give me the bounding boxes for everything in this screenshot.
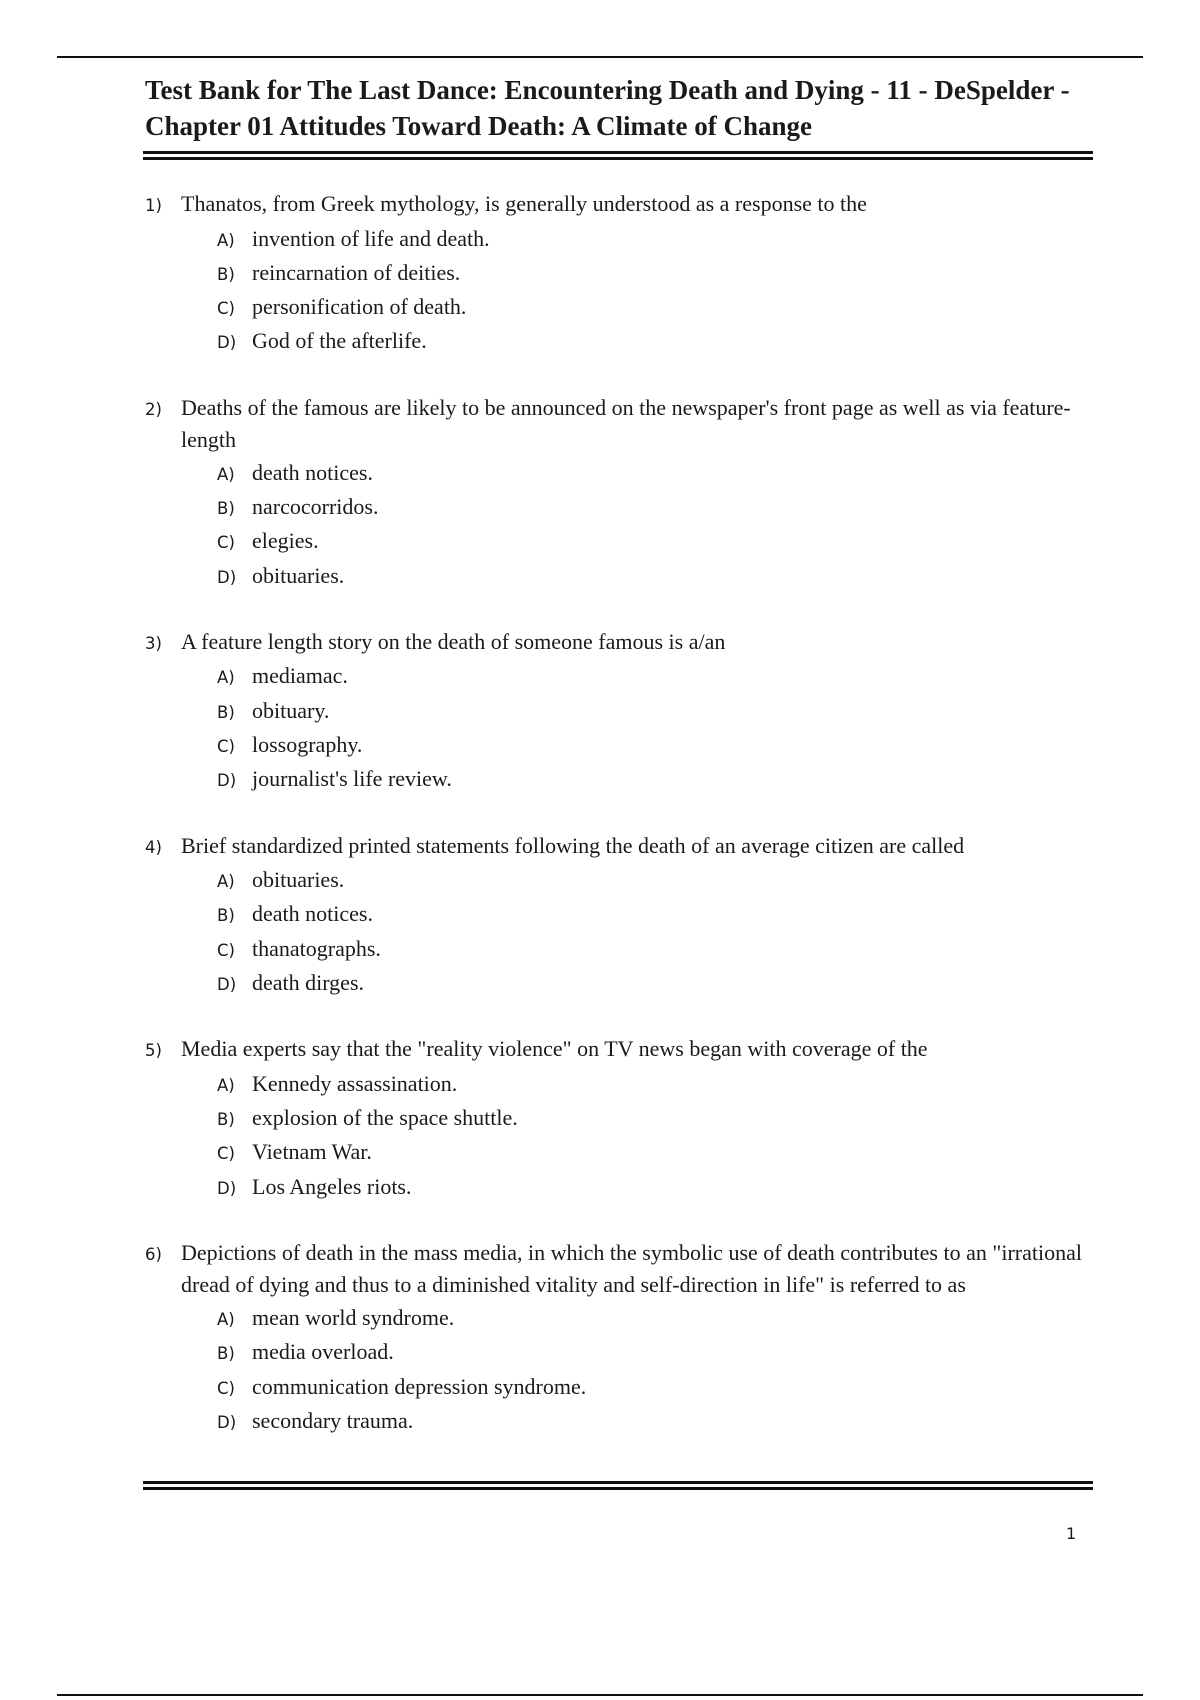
choice-letter: C) [217,299,235,319]
choice-d [217,560,1085,594]
footer-double-rule [143,1481,1093,1490]
choice-c [217,1136,1085,1170]
choice-b [217,491,1085,525]
choice-d [217,1405,1085,1439]
choice-text: secondary trauma. [252,1407,414,1433]
question-list [145,188,1085,1471]
question-text: Depictions of death in the mass media, in which the symbolic use of death contributes to an "irrational dread of dying and thus to a diminished vitality and self-direction in life" is referred to as [181,1239,1082,1298]
answer-choices [145,864,1085,1001]
choice-a [217,660,1085,694]
question-3 [145,626,1085,798]
choice-text: communication depression syndrome. [252,1373,587,1399]
question-text: Media experts say that the "reality violence" on TV news began with coverage of the [181,1036,928,1062]
answer-choices [145,223,1085,360]
choice-text: elegies. [252,528,319,554]
choice-a [217,223,1085,257]
question-number: 3) [145,633,162,653]
choice-text: lossography. [252,731,363,757]
page-number: 1 [1066,1524,1077,1543]
question-6 [145,1237,1085,1439]
choice-text: God of the afterlife. [252,328,427,354]
question-text: Deaths of the famous are likely to be announced on the newspaper's front page as well as via feature-length [181,394,1071,453]
choice-letter: A) [217,668,235,688]
choice-text: Vietnam War. [252,1139,372,1165]
choice-text: media overload. [252,1339,394,1365]
choice-c [217,1371,1085,1405]
choice-text: death notices. [252,901,373,927]
choice-letter: C) [217,736,235,756]
question-number: 4) [145,837,162,857]
choice-a [217,1302,1085,1336]
choice-letter: C) [217,1378,235,1398]
title-double-rule [143,151,1093,160]
choice-b [217,898,1085,932]
choice-c [217,933,1085,967]
choice-text: mean world syndrome. [252,1304,455,1330]
question-2 [145,392,1085,594]
choice-d [217,325,1085,359]
choice-letter: C) [217,1144,235,1164]
question-number: 2) [145,399,162,419]
choice-letter: A) [217,872,235,892]
choice-letter: A) [217,1309,235,1329]
choice-letter: B) [217,1110,235,1130]
choice-b [217,257,1085,291]
choice-d [217,967,1085,1001]
choice-text: reincarnation of deities. [252,259,461,285]
choice-letter: B) [217,702,235,722]
choice-letter: B) [217,906,235,926]
choice-letter: C) [217,533,235,553]
choice-letter: D) [217,1412,237,1432]
answer-choices [145,1302,1085,1439]
question-number: 6) [145,1244,162,1264]
choice-text: obituaries. [252,562,345,588]
page-bottom-rule [57,1694,1143,1696]
choice-b [217,695,1085,729]
question-number: 5) [145,1041,162,1061]
choice-b [217,1102,1085,1136]
choice-text: obituaries. [252,867,345,893]
choice-text: explosion of the space shuttle. [252,1105,518,1131]
page-top-rule [57,56,1143,58]
choice-letter: D) [217,333,237,353]
choice-text: obituary. [252,697,330,723]
choice-letter: D) [217,1178,237,1198]
choice-letter: A) [217,464,235,484]
choice-text: thanatographs. [252,935,381,961]
choice-c [217,525,1085,559]
question-4 [145,830,1085,1002]
choice-d [217,763,1085,797]
choice-letter: B) [217,498,235,518]
choice-c [217,291,1085,325]
choice-text: death notices. [252,459,373,485]
answer-choices [145,660,1085,797]
choice-text: personification of death. [252,294,467,320]
question-text: A feature length story on the death of someone famous is a/an [181,628,726,654]
choice-a [217,457,1085,491]
answer-choices [145,457,1085,594]
choice-letter: B) [217,1344,235,1364]
choice-letter: D) [217,974,237,994]
question-5 [145,1033,1085,1205]
question-number: 1) [145,196,162,215]
choice-text: death dirges. [252,969,365,995]
choice-c [217,729,1085,763]
document-title: Test Bank for The Last Dance: Encountering Death and Dying - 11 - DeSpelder - Chapter 01 Attitudes Toward Death: A Climate of Change [145,75,1070,141]
answer-choices [145,1068,1085,1205]
question-text: Brief standardized printed statements following the death of an average citizen are called [181,832,965,858]
question-text: Thanatos, from Greek mythology, is generally understood as a response to the [181,191,867,216]
choice-d [217,1171,1085,1205]
choice-letter: B) [217,264,235,284]
choice-letter: A) [217,1075,235,1095]
choice-a [217,864,1085,898]
choice-letter: D) [217,567,237,587]
choice-letter: C) [217,940,235,960]
choice-text: Kennedy assassination. [252,1070,458,1096]
choice-letter: D) [217,771,237,791]
choice-a [217,1068,1085,1102]
question-1 [145,188,1085,360]
choice-text: Los Angeles riots. [252,1173,412,1199]
choice-text: mediamac. [252,663,348,689]
choice-text: journalist's life review. [252,766,452,792]
choice-letter: A) [217,230,235,250]
choice-b [217,1336,1085,1370]
choice-text: invention of life and death. [252,225,490,251]
choice-text: narcocorridos. [252,493,379,519]
